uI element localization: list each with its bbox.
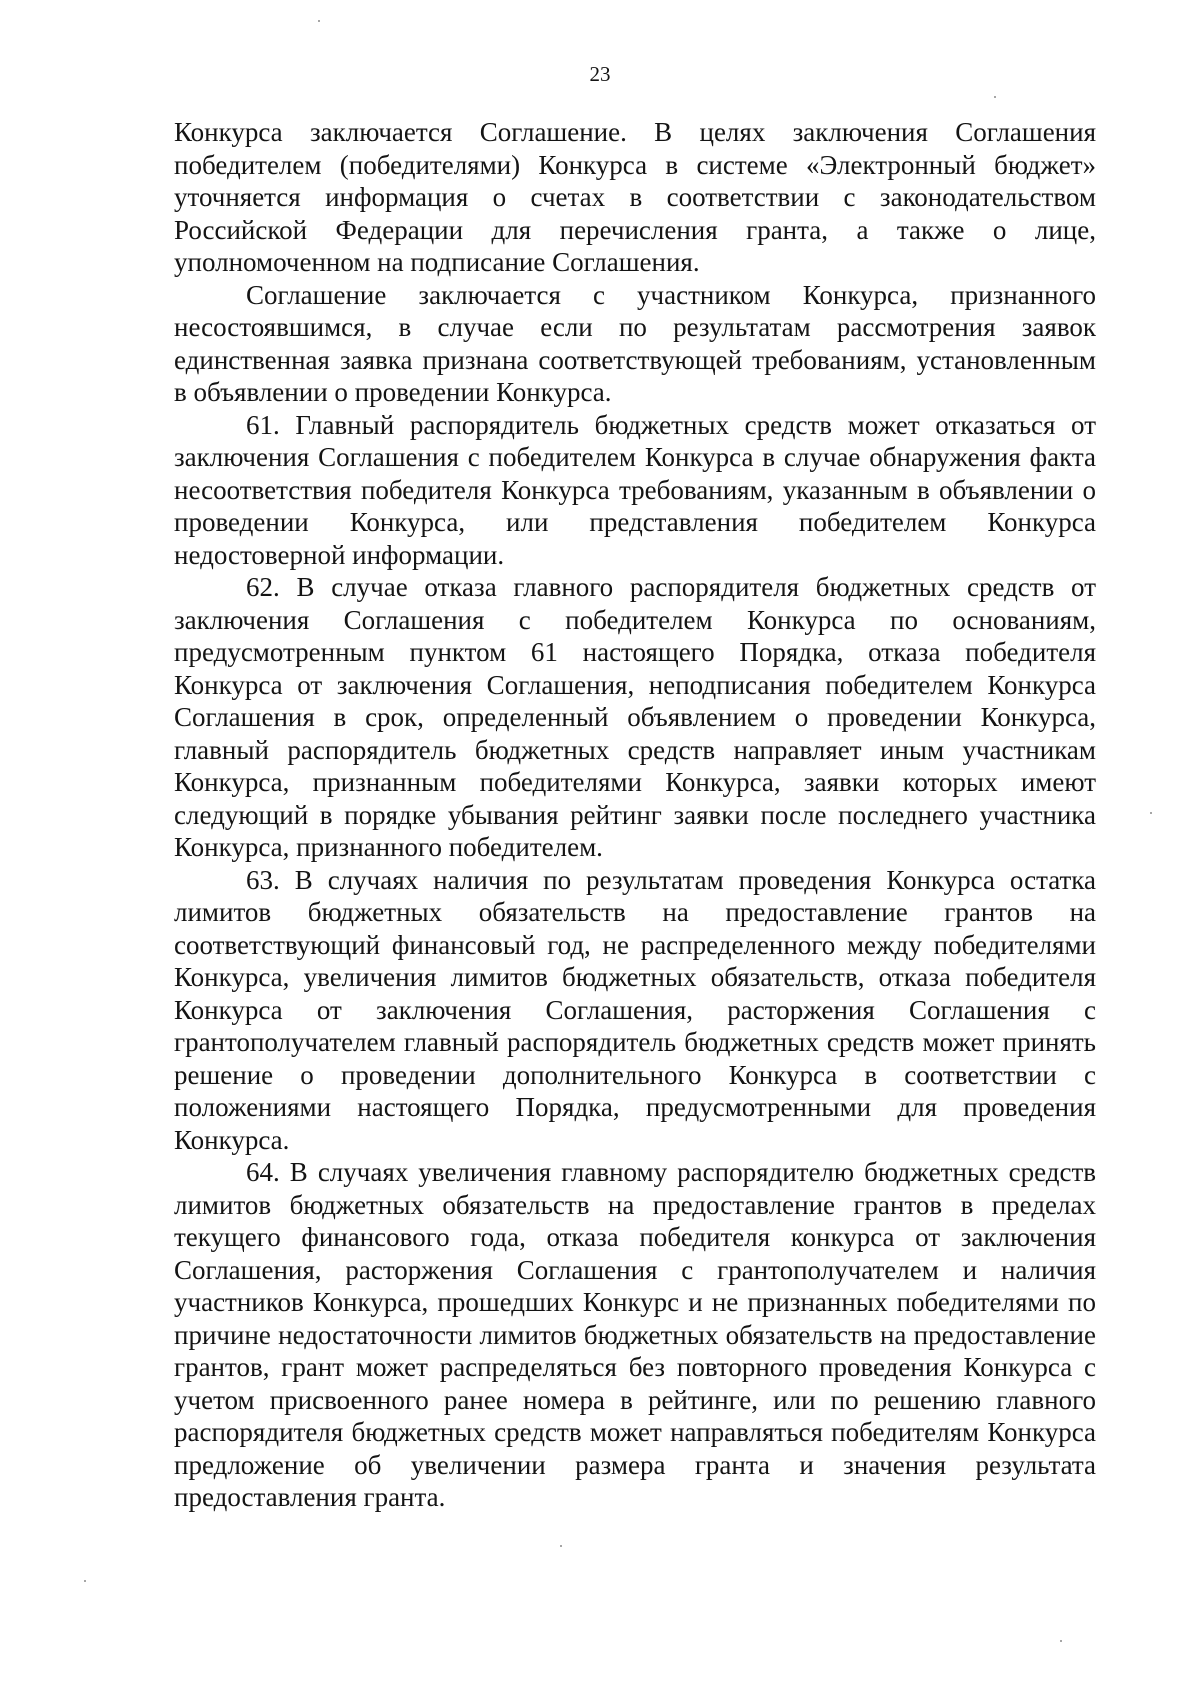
document-body: [174, 116, 1096, 1514]
paragraph-clause-61: 61. Главный распорядитель бюджетных средств может отказаться от заключения Соглашения с победителем Конкурса в случае обнаружения факта несоответствия победителя Конкурса требованиям, указанным в объявлении о проведении Конкурса, или представления победителем Конкурса недостоверной информации.: [174, 409, 1096, 570]
scan-speck: [318, 20, 320, 22]
paragraph-continuation: Конкурса заключается Соглашение. В целях заключения Соглашения победителем (победителями) Конкурса в системе «Электронный бюджет» уточняется информация о счетах в соответствии с законодательством Российской Федерации для перечисления гранта, а также о лице, уполномоченном на подписание Соглашения.: [174, 117, 1096, 277]
scan-speck: [1150, 812, 1152, 814]
paragraph-agreement-single-participant: Соглашение заключается с участником Конкурса, признанного несостоявшимся, в случае если по результатам рассмотрения заявок единственная заявка признана соответствующей требованиям, установленным в объявлении о проведении Конкурса.: [174, 279, 1096, 407]
paragraph-clause-62: 62. В случае отказа главного распорядителя бюджетных средств от заключения Соглашения с победителем Конкурса по основаниям, предусмотренным пунктом 61 настоящего Порядка, отказа победителя Конкурса от заключения Соглашения, неподписания победителем Конкурса Соглашения в срок, определенный объявлением о проведении Конкурса, главный распорядитель бюджетных средств направляет иным участникам Конкурса, признанным победителями Конкурса, заявки которых имеют следующий в порядке убывания рейтинг заявки после последнего участника Конкурса, признанного победителем.: [174, 572, 1096, 862]
scan-speck: [560, 1545, 562, 1547]
scan-speck: [994, 96, 996, 98]
page-number: 23: [589, 62, 611, 86]
paragraph-clause-64: 64. В случаях увеличения главному распорядителю бюджетных средств лимитов бюджетных обязательств на предоставление грантов в пределах текущего финансового года, отказа победителя конкурса от заключения Соглашения, расторжения Соглашения с грантополучателем и наличия участников Конкурса, прошедших Конкурс и не признанных победителями по причине недостаточности лимитов бюджетных обязательств на предоставление грантов, грант может распределяться без повторного проведения Конкурса с учетом присвоенного ранее номера в рейтинге, или по решению главного распорядителя бюджетных средств может направляться победителям Конкурса предложение об увеличении размера гранта и значения результата предоставления гранта.: [174, 1157, 1096, 1512]
scan-speck: [84, 1580, 86, 1582]
scan-speck: [1060, 1640, 1062, 1642]
paragraph-clause-63: 63. В случаях наличия по результатам проведения Конкурса остатка лимитов бюджетных обязательств на предоставление грантов на соответствующий финансовый год, не распределенного между победителями Конкурса, увеличения лимитов бюджетных обязательств, отказа победителя Конкурса от заключения Соглашения, расторжения Соглашения с грантополучателем главный распорядитель бюджетных средств может принять решение о проведении дополнительного Конкурса в соответствии с положениями настоящего Порядка, предусмотренными для проведения Конкурса.: [174, 864, 1096, 1155]
